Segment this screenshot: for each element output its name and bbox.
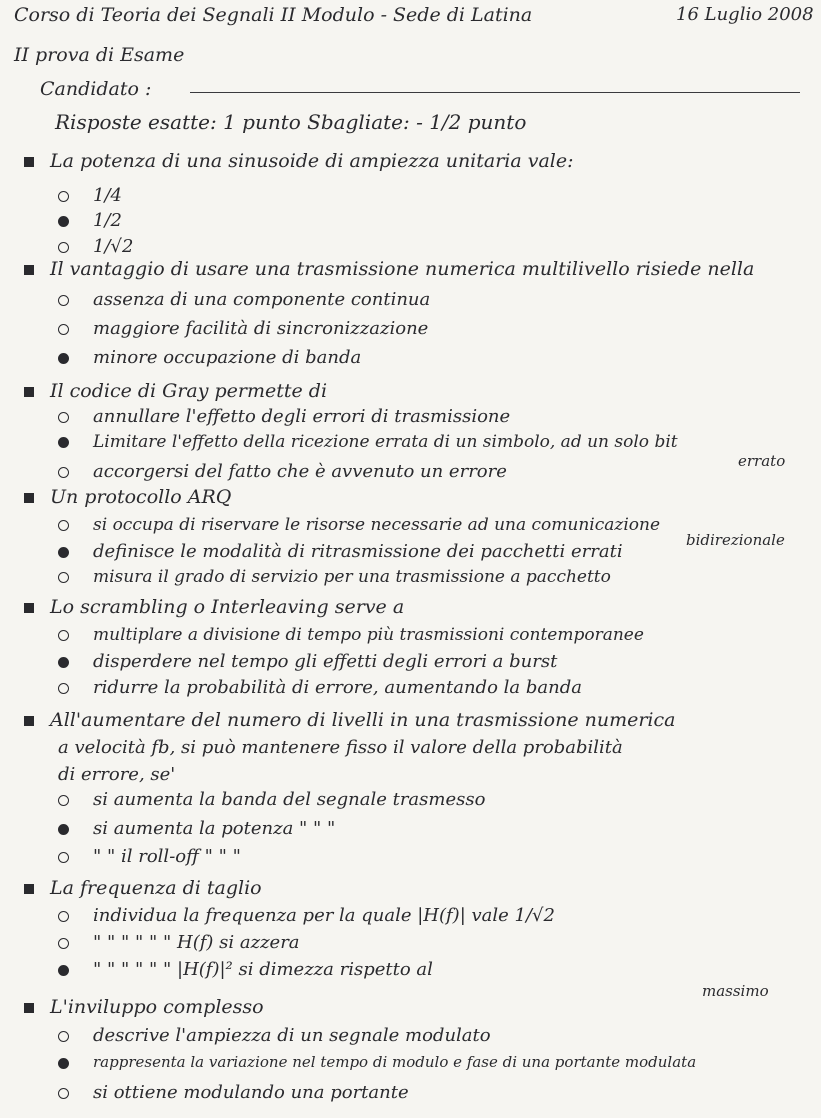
q5-option-3[interactable]: ridurre la probabilità di errore, aumentando la banda: [58, 677, 582, 698]
q3-option-2[interactable]: Limitare l'effetto della ricezione errata di un simbolo, ad un solo bit: [58, 432, 678, 452]
exam-title: II prova di Esame: [14, 44, 185, 66]
q8-option-2[interactable]: rappresenta la variazione nel tempo di modulo e fase di una portante modulata: [58, 1053, 696, 1071]
answer-circle[interactable]: [58, 852, 69, 863]
question-6: All'aumentare del numero di livelli in una trasmissione numerica: [24, 709, 675, 731]
answer-circle[interactable]: [58, 683, 69, 694]
question-marker: [24, 387, 34, 397]
answer-circle[interactable]: [58, 242, 69, 253]
question-7: La frequenza di taglio: [24, 877, 262, 899]
question-2: Il vantaggio di usare una trasmissione numerica multilivello risiede nella: [24, 258, 754, 280]
q1-option-3[interactable]: 1/√2: [58, 236, 133, 257]
question-marker: [24, 603, 34, 613]
answer-circle[interactable]: [58, 911, 69, 922]
answer-circle-selected[interactable]: [58, 965, 69, 976]
question-3: Il codice di Gray permette di: [24, 380, 327, 402]
question-4: Un protocollo ARQ: [24, 486, 231, 508]
q2-option-2[interactable]: maggiore facilità di sincronizzazione: [58, 318, 428, 339]
q1-option-2[interactable]: 1/2: [58, 210, 122, 231]
question-marker: [24, 493, 34, 503]
scoring-rule: Risposte esatte: 1 punto Sbagliate: - 1/2 punto: [55, 110, 527, 134]
question-1: La potenza di una sinusoide di ampiezza unitaria vale:: [24, 150, 574, 172]
question-marker: [24, 884, 34, 894]
q4-option-1-continuation: bidirezionale: [686, 531, 785, 549]
q2-option-3[interactable]: minore occupazione di banda: [58, 347, 361, 368]
answer-circle-selected[interactable]: [58, 437, 69, 448]
q4-option-2[interactable]: definisce le modalità di ritrasmissione dei pacchetti errati: [58, 541, 623, 562]
answer-circle[interactable]: [58, 938, 69, 949]
answer-circle[interactable]: [58, 295, 69, 306]
q3-option-1[interactable]: annullare l'effetto degli errori di trasmissione: [58, 406, 510, 427]
q8-option-1[interactable]: descrive l'ampiezza di un segnale modulato: [58, 1025, 491, 1046]
answer-circle[interactable]: [58, 191, 69, 202]
answer-circle-selected[interactable]: [58, 353, 69, 364]
q7-option-3[interactable]: " " " " " " |H(f)|² si dimezza rispetto al: [58, 959, 433, 980]
question-marker: [24, 265, 34, 275]
q5-option-1[interactable]: multiplare a divisione di tempo più trasmissioni contemporanee: [58, 625, 644, 645]
q3-option-3[interactable]: accorgersi del fatto che è avvenuto un errore: [58, 461, 507, 482]
question-marker: [24, 716, 34, 726]
q7-option-1[interactable]: individua la frequenza per la quale |H(f)| vale 1/√2: [58, 905, 555, 926]
question-8: L'inviluppo complesso: [24, 996, 264, 1018]
answer-circle-selected[interactable]: [58, 216, 69, 227]
answer-circle-selected[interactable]: [58, 1058, 69, 1069]
answer-circle-selected[interactable]: [58, 824, 69, 835]
exam-date: 16 Luglio 2008: [676, 4, 814, 25]
q8-option-3[interactable]: si ottiene modulando una portante: [58, 1082, 409, 1103]
course-title: Corso di Teoria dei Segnali II Modulo - Sede di Latina: [14, 4, 533, 26]
answer-circle[interactable]: [58, 412, 69, 423]
answer-circle-selected[interactable]: [58, 547, 69, 558]
candidate-label: Candidato :: [40, 78, 152, 100]
answer-circle[interactable]: [58, 1031, 69, 1042]
question-marker: [24, 1003, 34, 1013]
q4-option-3[interactable]: misura il grado di servizio per una trasmissione a pacchetto: [58, 567, 611, 587]
question-marker: [24, 157, 34, 167]
answer-circle[interactable]: [58, 630, 69, 641]
q6-option-1[interactable]: si aumenta la banda del segnale trasmesso: [58, 789, 485, 810]
question-6-line-2: a velocità fb, si può mantenere fisso il valore della probabilità: [58, 737, 623, 758]
q5-option-2[interactable]: disperdere nel tempo gli effetti degli errori a burst: [58, 651, 557, 672]
answer-circle[interactable]: [58, 324, 69, 335]
q7-option-3-continuation: massimo: [702, 982, 769, 1000]
answer-circle[interactable]: [58, 572, 69, 583]
candidate-name-line: [190, 92, 800, 93]
q2-option-1[interactable]: assenza di una componente continua: [58, 289, 430, 310]
q4-option-1[interactable]: si occupa di riservare le risorse necessarie ad una comunicazione: [58, 515, 660, 535]
answer-circle-selected[interactable]: [58, 657, 69, 668]
q6-option-2[interactable]: si aumenta la potenza " " ": [58, 818, 335, 839]
q6-option-3[interactable]: " " il roll-off " " ": [58, 846, 241, 867]
answer-circle[interactable]: [58, 1088, 69, 1099]
question-6-line-3: di errore, se': [58, 764, 176, 785]
answer-circle[interactable]: [58, 467, 69, 478]
answer-circle[interactable]: [58, 520, 69, 531]
answer-circle[interactable]: [58, 795, 69, 806]
q3-option-2-continuation: errato: [738, 452, 786, 470]
question-5: Lo scrambling o Interleaving serve a: [24, 596, 404, 618]
q1-option-1[interactable]: 1/4: [58, 185, 122, 206]
q7-option-2[interactable]: " " " " " " H(f) si azzera: [58, 932, 300, 953]
